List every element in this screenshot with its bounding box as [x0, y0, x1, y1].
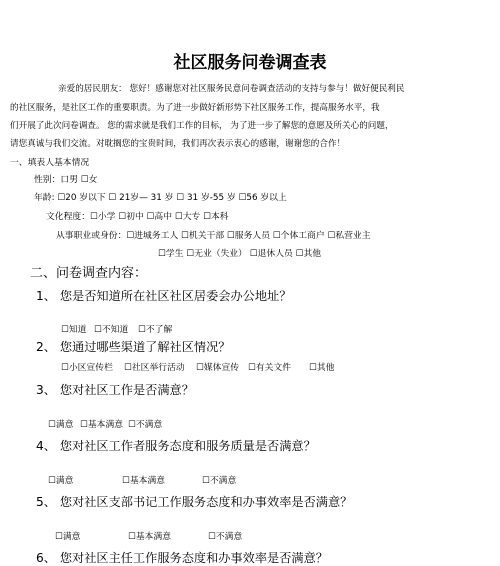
option-checkbox[interactable]: ☐基本满意 — [80, 420, 124, 430]
option-checkbox[interactable]: ☐基本满意 — [122, 476, 166, 486]
question-3: 3、 您对社区工作是否满意？ — [36, 383, 194, 397]
option-checkbox[interactable]: ☐满意 — [48, 476, 74, 486]
occupation-field: 从事职业或身份：☐进城务工人 ☐机关干部 ☐服务人员 ☐个体工商户 ☐私营业主 — [56, 231, 371, 241]
option-checkbox[interactable]: ☐媒体宣传 — [196, 363, 240, 373]
question-6: 6、 您对社区主任工作服务态度和办事效率是否满意？ — [36, 551, 328, 565]
section2-heading: 二、问卷调查内容： — [30, 266, 148, 281]
option-checkbox[interactable]: ☐知道 — [61, 325, 87, 335]
option-checkbox[interactable]: ☐满意 — [55, 532, 81, 542]
section1-heading: 一、填表人基本情况 — [10, 158, 90, 168]
option-checkbox[interactable]: ☐基本满意 — [128, 532, 172, 542]
gender-field: 性别：口男 ☐女 — [34, 175, 98, 185]
intro-line: 们开展了此次问卷调查。 您的需求就是我们工作的目标， 为了进一步了解您的意愿及所关心的问题， — [10, 121, 394, 131]
option-checkbox[interactable]: ☐小区宣传栏 — [61, 363, 113, 373]
option-checkbox[interactable]: ☐不满意 — [208, 532, 243, 542]
age-field: 年龄: ☐20 岁以下 ☐ 21岁— 31 岁 ☐ 31 岁-55 岁 ☐56 岁以上 — [34, 193, 287, 203]
document-title: 社区服务问卷调查表 — [173, 53, 327, 73]
option-checkbox[interactable]: ☐不满意 — [202, 476, 237, 486]
intro-line: 亲爱的居民朋友： 您好！感谢您对社区服务民意问卷调查活动的支持与参与！做好便民利民 — [58, 84, 405, 94]
option-checkbox[interactable]: ☐满意 — [48, 420, 74, 430]
option-checkbox[interactable]: ☐不知道 — [94, 325, 129, 335]
intro-line: 的社区服务，是社区工作的重要职责。为了进一步做好新形势下社区服务工作，提高服务水平，我 — [10, 103, 380, 113]
intro-line: 请您真诚与我们交流。对耽搁您的宝贵时间，我们再次表示衷心的感谢，谢谢您的合作！ — [10, 139, 346, 149]
education-field: 文化程度：☐小学 ☐初中 ☐高中 ☐大专 ☐本科 — [46, 212, 229, 222]
question-4: 4、 您对社区工作者服务态度和服务质量是否满意？ — [36, 439, 316, 453]
question-1: 1、 您是否知道所在社区社区居委会办公地址？ — [36, 289, 292, 303]
option-checkbox[interactable]: ☐有关文件 — [248, 363, 292, 373]
option-checkbox[interactable]: ☐其他 — [309, 363, 335, 373]
option-checkbox[interactable]: ☐不满意 — [128, 420, 163, 430]
option-checkbox[interactable]: ☐不了解 — [138, 325, 173, 335]
option-checkbox[interactable]: ☐社区举行活动 — [124, 363, 185, 373]
question-5: 5、 您对社区支部书记工作服务态度和办事效率是否满意？ — [36, 495, 353, 509]
question-2: 2、 您通过哪些渠道了解社区情况？ — [36, 340, 231, 354]
occupation-field-cont: ☐学生 ☐无业（失业） ☐退休人员 ☐其他 — [158, 249, 322, 259]
